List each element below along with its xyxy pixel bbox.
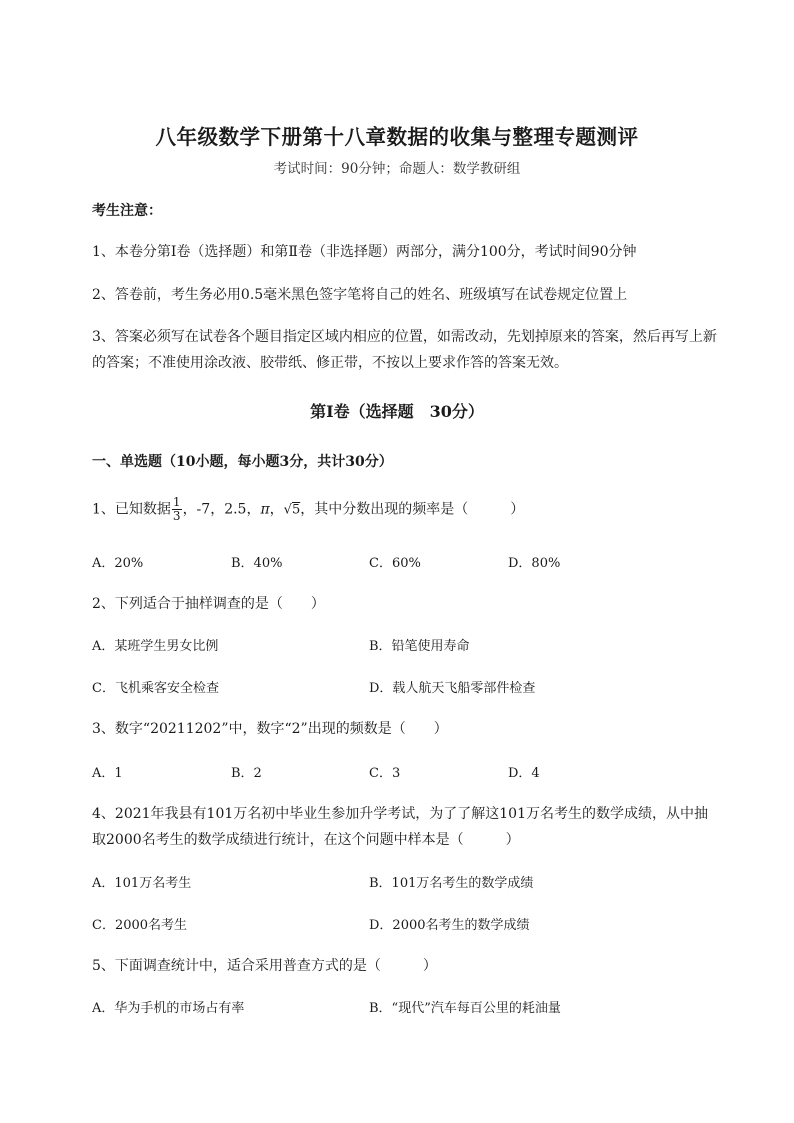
q5-option-a: A．华为手机的市场占有率: [92, 1001, 245, 1016]
q3-option-a: A．1: [92, 766, 123, 781]
q1-frac-numerator: 1: [172, 495, 181, 509]
q5-option-b: B．“现代”汽车每百公里的耗油量: [369, 1001, 561, 1016]
q3-option-d: D．4: [508, 766, 540, 781]
q1-suffix: ，其中分数出现的频率是（ ）: [300, 501, 525, 518]
q2-option-a: A．某班学生男女比例: [92, 639, 219, 654]
notice-item-1: 1、本卷分第I卷（选择题）和第Ⅱ卷（非选择题）两部分，满分100分，考试时间90分钟: [92, 244, 637, 260]
question-1-stem: [92, 496, 524, 523]
q3-option-c: C．3: [369, 766, 401, 781]
q1-sep: ，: [269, 501, 284, 518]
q1-pi: π: [260, 501, 270, 518]
q1-option-a: A．20%: [92, 556, 144, 571]
question-5-stem: 5、下面调查统计中，适合采用普查方式的是（ ）: [92, 958, 437, 974]
q1-sqrt: [284, 503, 301, 518]
question-2-stem: 2、下列适合于抽样调查的是（ ）: [92, 596, 325, 612]
q4-option-a: A．101万名考生: [92, 876, 192, 891]
q4-option-c: C．2000名考生: [92, 918, 188, 933]
question-3-stem: 3、数字“20211202”中，数字“2”出现的频数是（ ）: [92, 721, 448, 737]
q1-option-c: C．60%: [369, 556, 421, 571]
notice-item-2: 2、答卷前，考生务必用0.5毫米黑色签字笔将自己的姓名、班级填写在试卷规定位置上: [92, 287, 628, 303]
q1-middle: ，-7，2.5，: [182, 501, 261, 518]
part-heading: 一、单选题（10小题，每小题3分，共计30分）: [92, 454, 393, 470]
q4-option-d: D．2000名考生的数学成绩: [369, 918, 530, 933]
question-4-stem-line1: 4、2021年我县有101万名初中毕业生参加升学考试，为了了解这101万名考生的数学成绩，从中抽: [92, 806, 708, 822]
q3-option-b: B．2: [231, 766, 262, 781]
question-4-stem-line2: 取2000名考生的数学成绩进行统计，在这个问题中样本是（ ）: [92, 832, 520, 848]
notice-item-3: 3、答案必须写在试卷各个题目指定区域内相应的位置，如需改动，先划掉原来的答案，然后再写上新: [92, 329, 717, 345]
q2-option-d: D．载人航天飞船零部件检查: [369, 681, 536, 696]
q4-option-b: B．101万名考生的数学成绩: [369, 876, 534, 891]
q1-fraction: [172, 496, 182, 523]
q2-option-c: C．飞机乘客安全检查: [92, 681, 219, 696]
notice-item-3-cont: 的答案；不准使用涂改液、胶带纸、修正带，不按以上要求作答的答案无效。: [92, 355, 568, 371]
q2-option-b: B．铅笔使用寿命: [369, 639, 470, 654]
q1-option-d: D．80%: [508, 556, 561, 571]
sqrt-icon: √: [283, 502, 292, 518]
exam-subtitle: 考试时间：90分钟；命题人：数学教研组: [273, 161, 521, 177]
q1-sqrt-value: 5: [291, 502, 301, 518]
notice-heading: 考生注意：: [92, 203, 162, 219]
q1-frac-denominator: 3: [172, 509, 181, 523]
exam-title: 八年级数学下册第十八章数据的收集与整理专题测评: [155, 125, 639, 149]
q1-prefix: 1、已知数据: [92, 501, 171, 518]
q1-option-b: B．40%: [231, 556, 283, 571]
section-title: 第I卷（选择题 30分）: [310, 402, 484, 421]
